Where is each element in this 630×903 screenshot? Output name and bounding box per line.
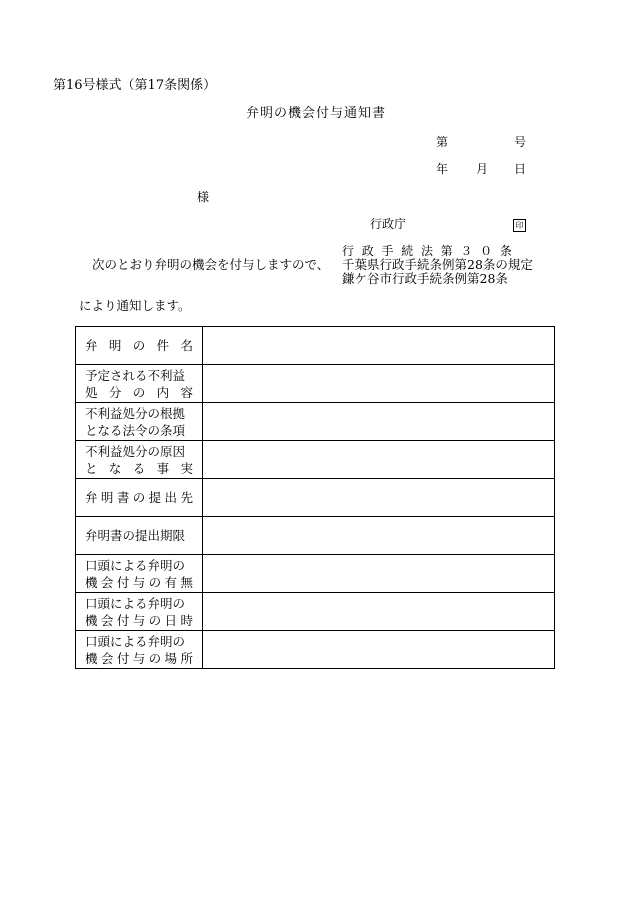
- row-label: 機 会 付 与 の 場 所: [85, 650, 193, 666]
- table-row: [76, 593, 555, 631]
- row-label: 機 会 付 与 の 日 時: [85, 612, 193, 628]
- form-number: 第16号様式（第17条関係）: [53, 78, 217, 93]
- table-row: [76, 479, 555, 517]
- row-label-cell: [76, 555, 203, 593]
- row-value-field[interactable]: [203, 403, 555, 441]
- row-label: 機 会 付 与 の 有 無: [85, 574, 193, 590]
- notice-details-table: [75, 326, 555, 669]
- table-row: [76, 631, 555, 669]
- law-option-1: 行 政 手 続 法 第 ３ ０ 条: [342, 244, 512, 258]
- row-label-cell: [76, 593, 203, 631]
- row-label-cell: [76, 631, 203, 669]
- row-label: 処 分 の 内 容: [85, 384, 193, 400]
- row-label: 不利益処分の原因: [85, 443, 186, 459]
- law-option-2: 千葉県行政手続条例第28条の規定: [342, 257, 533, 272]
- date-year: 年: [436, 162, 449, 176]
- table-row: [76, 517, 555, 555]
- seal-mark: [513, 217, 526, 232]
- sender-agency: 行政庁: [370, 217, 407, 231]
- table-row: [76, 327, 555, 365]
- row-label-cell: [76, 403, 203, 441]
- row-label-cell: [76, 365, 203, 403]
- row-value-field[interactable]: [203, 441, 555, 479]
- document-title: 弁明の機会付与通知書: [246, 106, 387, 121]
- row-label: となる法令の条項: [85, 422, 186, 438]
- row-label-cell: [76, 479, 203, 517]
- row-label: 予定される不利益: [85, 367, 186, 383]
- row-value-field[interactable]: [203, 631, 555, 669]
- row-label-cell: [76, 441, 203, 479]
- row-value-field[interactable]: [203, 479, 555, 517]
- row-label: 口頭による弁明の: [85, 557, 186, 573]
- lead-text: 次のとおり弁明の機会を付与しますので、: [92, 257, 330, 272]
- addressee-sama: 様: [197, 190, 210, 204]
- row-label: 不利益処分の根拠: [85, 405, 186, 421]
- table-row: [76, 441, 555, 479]
- row-value-field[interactable]: [203, 365, 555, 403]
- reference-dai: 第: [436, 135, 449, 149]
- date-day: 日: [514, 162, 527, 176]
- row-label: 弁明書の提出期限: [85, 527, 186, 543]
- row-label-cell: [76, 517, 203, 555]
- law-option-3: 鎌ケ谷市行政手続条例第28条: [342, 271, 508, 286]
- row-label: 弁 明 書 の 提 出 先: [85, 489, 193, 505]
- row-label: 弁 明 の 件 名: [85, 337, 193, 353]
- seal-icon: 印: [513, 219, 526, 232]
- reference-go: 号: [514, 135, 527, 149]
- row-label: 口頭による弁明の: [85, 633, 186, 649]
- row-value-field[interactable]: [203, 327, 555, 365]
- row-value-field[interactable]: [203, 555, 555, 593]
- row-value-field[interactable]: [203, 517, 555, 555]
- row-label: と な る 事 実: [85, 460, 193, 476]
- row-value-field[interactable]: [203, 593, 555, 631]
- date-month: 月: [476, 162, 489, 176]
- row-label-cell: [76, 327, 203, 365]
- table-row: [76, 365, 555, 403]
- row-label: 口頭による弁明の: [85, 595, 186, 611]
- table-row: [76, 403, 555, 441]
- closing-text: により通知します。: [79, 298, 191, 313]
- table-row: [76, 555, 555, 593]
